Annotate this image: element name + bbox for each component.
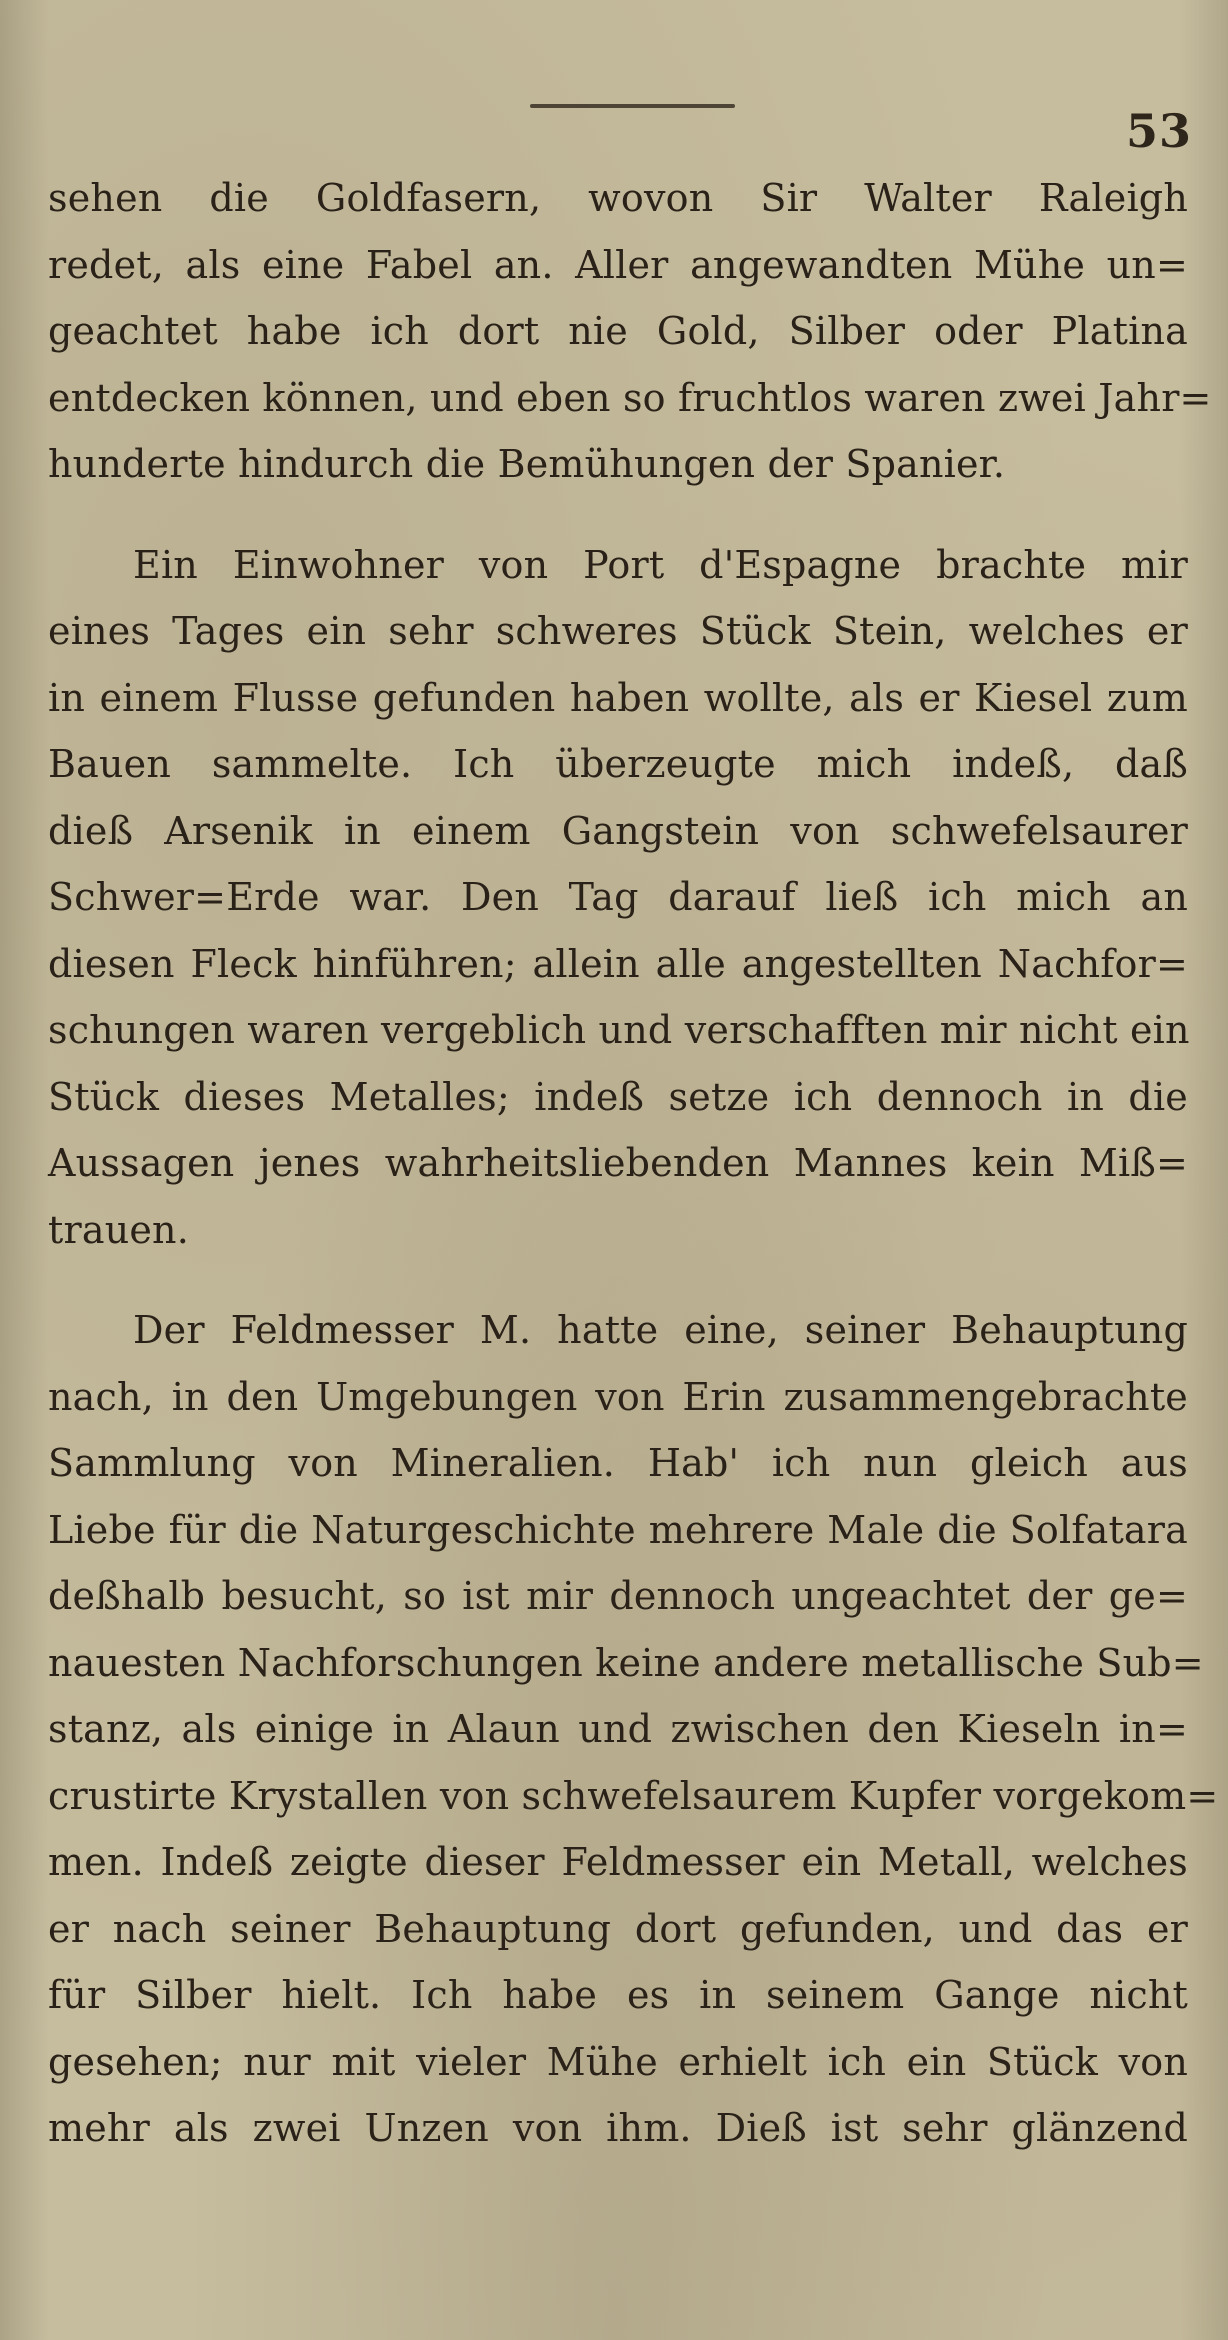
text-line: Stück dieses Metalles; indeß setze ich dennoch in die (48, 1074, 1188, 1119)
text-line: hunderte hindurch die Bemühungen der Spanier. (48, 442, 1006, 486)
paragraph-3 (48, 1297, 1219, 2162)
text-line: eines Tages ein sehr schweres Stück Stein, welches er (48, 609, 1188, 653)
header-rule (530, 104, 735, 108)
text-line: nach, in den Umgebungen von Erin zusammengebrachte (48, 1374, 1188, 1419)
text-line: Liebe für die Naturgeschichte mehrere Male die Solfatara (48, 1507, 1188, 1552)
text-line: Sammlung von Mineralien. Hab' ich nun gleich aus (48, 1441, 1188, 1485)
text-line: Der Feldmesser M. hatte eine, seiner Behauptung (133, 1308, 1188, 1352)
text-line: nauesten Nachforschungen keine andere metallische Sub= (48, 1640, 1204, 1685)
text-line: er nach seiner Behauptung dort gefunden, und das er (48, 1906, 1188, 1951)
text-line: diesen Fleck hinführen; allein alle angestellten Nachfor= (48, 941, 1188, 986)
text-line: Schwer=Erde war. Den Tag darauf ließ ich mich an (48, 875, 1188, 919)
text-line: in einem Flusse gefunden haben wollte, als er Kiesel zum (48, 675, 1188, 720)
paragraph-2 (48, 532, 1188, 1264)
text-line: schungen waren vergeblich und verschafften mir nicht ein (48, 1008, 1190, 1052)
text-line: crustirte Krystallen von schwefelsaurem Kupfer vorgekom= (48, 1773, 1219, 1818)
text-line: für Silber hielt. Ich habe es in seinem Gange nicht (48, 1973, 1188, 2017)
text-line: trauen. (48, 1207, 190, 1252)
text-line: stanz, als einige in Alaun und zwischen den Kieseln in= (48, 1707, 1188, 1751)
text-line: mehr als zwei Unzen von ihm. Dieß ist sehr glänzend (48, 2106, 1188, 2150)
text-line: men. Indeß zeigte dieser Feldmesser ein Metall, welches (48, 1840, 1188, 1884)
paragraph-gap (48, 498, 1188, 532)
text-line: Ein Einwohner von Port d'Espagne brachte mir (133, 542, 1188, 587)
text-line: Bauen sammelte. Ich überzeugte mich indeß, daß (48, 742, 1188, 786)
page-number: 53 (1125, 104, 1192, 158)
text-line: redet, als eine Fabel an. Aller angewandten Mühe un= (48, 242, 1188, 287)
text-line: entdecken können, und eben so fruchtlos waren zwei Jahr= (48, 375, 1212, 420)
text-line: gesehen; nur mit vieler Mühe erhielt ich ein Stück von (48, 2039, 1188, 2084)
paragraph-1 (48, 165, 1212, 498)
text-line: deßhalb besucht, so ist mir dennoch ungeachtet der ge= (48, 1574, 1188, 1618)
text-line: dieß Arsenik in einem Gangstein von schwefelsaurer (48, 808, 1188, 853)
text-line: Aussagen jenes wahrheitsliebenden Mannes kein Miß= (48, 1141, 1188, 1185)
text-line: sehen die Goldfasern, wovon Sir Walter Raleigh (48, 176, 1188, 220)
paragraph-gap (48, 1263, 1188, 1297)
text-line: geachtet habe ich dort nie Gold, Silber oder Platina (48, 309, 1188, 353)
body-text (48, 165, 1219, 2162)
